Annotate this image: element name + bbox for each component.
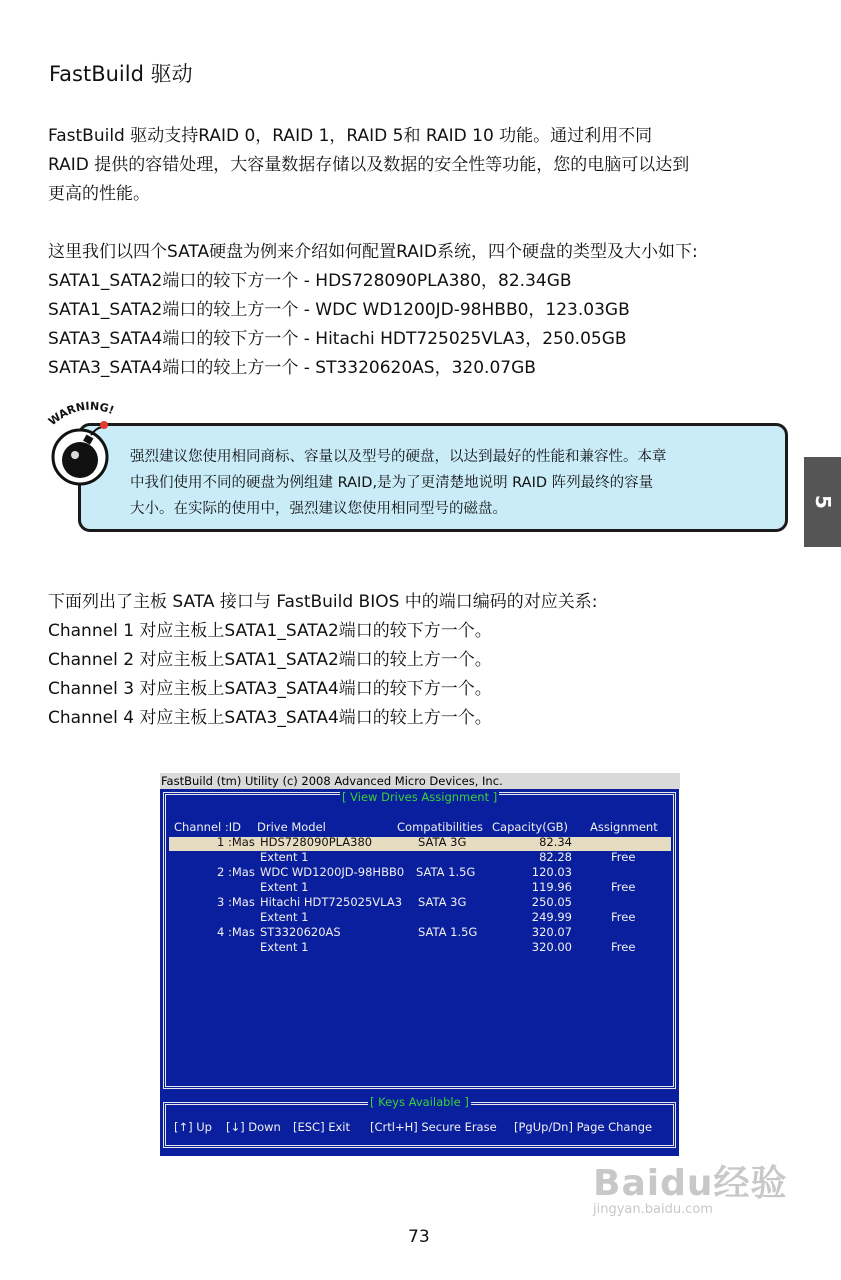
extent-capacity: 249.99 (531, 910, 572, 924)
drive-model: HDS728090PLA380 (260, 835, 373, 849)
extent-assignment: Free (611, 880, 636, 894)
extent-label: Extent 1 (260, 940, 309, 954)
warning-label: WARNING! (46, 400, 116, 429)
extent-assignment: Free (611, 910, 636, 924)
drive-capacity: 82.34 (539, 835, 572, 849)
bios-screen (160, 773, 679, 1156)
extent-capacity: 320.00 (531, 940, 572, 954)
channel-item: Channel 3 对应主板上SATA3_SATA4端口的较下方一个。 (48, 679, 492, 699)
warning-line: 大小。在实际的使用中，强烈建议您使用相同型号的磁盘。 (130, 501, 507, 517)
extent-label: Extent 1 (260, 910, 309, 924)
drive-item: SATA1_SATA2端口的较下方一个 - HDS728090PLA380，82.34GB (48, 271, 572, 291)
panel-title: [ View Drives Assignment ] (342, 790, 498, 804)
drive-item: SATA3_SATA4端口的较上方一个 - ST3320620AS，320.07GB (48, 358, 536, 378)
drive-capacity: 320.07 (531, 925, 572, 939)
page-number: 73 (408, 1227, 430, 1247)
warning-line: 强烈建议您使用相同商标、容量以及型号的硬盘，以达到最好的性能和兼容性。本章 (130, 449, 667, 465)
drive-item: SATA1_SATA2端口的较上方一个 - WDC WD1200JD-98HBB0，123.03GB (48, 300, 630, 320)
drive-capacity: 250.05 (531, 895, 572, 909)
section-heading: FastBuild 驱动 (49, 62, 193, 86)
intro-paragraph (48, 122, 788, 209)
channel-item: Channel 1 对应主板上SATA1_SATA2端口的较下方一个。 (48, 621, 492, 641)
baidu-watermark (593, 1155, 787, 1217)
intro-line: RAID 提供的容错处理，大容量数据存储以及数据的安全性等功能，您的电脑可以达到 (48, 155, 690, 175)
col-header-channel: Channel :ID (174, 820, 241, 834)
extent-capacity: 119.96 (531, 880, 572, 894)
drive-compat: SATA 1.5G (416, 865, 476, 879)
key-up: [↑] Up (174, 1120, 212, 1134)
extent-assignment: Free (611, 850, 636, 864)
key-page-change: [PgUp/Dn] Page Change (514, 1120, 653, 1134)
col-header-model: Drive Model (257, 820, 326, 834)
key-secure-erase: [Crtl+H] Secure Erase (370, 1120, 497, 1134)
drive-item: SATA3_SATA4端口的较下方一个 - Hitachi HDT725025VLA3，250.05GB (48, 329, 627, 349)
drive-id: 3 :Mas (217, 895, 255, 909)
warning-text (130, 444, 775, 522)
extent-label: Extent 1 (260, 850, 309, 864)
channel-item: Channel 4 对应主板上SATA3_SATA4端口的较上方一个。 (48, 708, 492, 728)
intro-line: 更高的性能。 (48, 184, 150, 204)
key-exit: [ESC] Exit (293, 1120, 351, 1134)
drive-id: 2 :Mas (217, 865, 255, 879)
drive-model: Hitachi HDT725025VLA3 (260, 895, 403, 909)
col-header-compat: Compatibilities (397, 820, 483, 834)
key-down: [↓] Down (226, 1120, 281, 1134)
drive-id: 1 :Mas (217, 835, 255, 849)
extent-assignment: Free (611, 940, 636, 954)
extent-capacity: 82.28 (539, 850, 572, 864)
drive-id: 4 :Mas (217, 925, 255, 939)
channels-intro: 下面列出了主板 SATA 接口与 FastBuild BIOS 中的端口编码的对应关系: (48, 592, 598, 612)
col-header-assignment: Assignment (590, 820, 658, 834)
intro-line: FastBuild 驱动支持RAID 0，RAID 1，RAID 5和 RAID 10 功能。通过利用不同 (48, 126, 653, 146)
col-header-capacity: Capacity(GB) (492, 820, 569, 834)
watermark-brand: Baidu经验 (593, 1163, 788, 1204)
chapter-tab: 5 (804, 457, 841, 547)
drive-compat: SATA 3G (418, 895, 467, 909)
drive-compat: SATA 1.5G (418, 925, 478, 939)
bios-title-bar: FastBuild (tm) Utility (c) 2008 Advanced Micro Devices, Inc. (160, 773, 680, 789)
drive-model: ST3320620AS (260, 925, 341, 939)
drive-model: WDC WD1200JD-98HBB0 (260, 865, 405, 879)
drive-compat: SATA 3G (418, 835, 467, 849)
drives-intro: 这里我们以四个SATA硬盘为例来介绍如何配置RAID系统，四个硬盘的类型及大小如下: (48, 242, 698, 262)
drives-section (48, 238, 698, 383)
channel-item: Channel 2 对应主板上SATA1_SATA2端口的较上方一个。 (48, 650, 492, 670)
channels-section (48, 588, 598, 733)
keys-panel-title: [ Keys Available ] (370, 1095, 469, 1109)
extent-label: Extent 1 (260, 880, 309, 894)
watermark-url: jingyan.baidu.com (593, 1202, 713, 1217)
warning-line: 中我们使用不同的硬盘为例组建 RAID,是为了更清楚地说明 RAID 阵列最终的容量 (130, 475, 654, 491)
drive-capacity: 120.03 (531, 865, 572, 879)
bomb-icon (46, 400, 130, 490)
